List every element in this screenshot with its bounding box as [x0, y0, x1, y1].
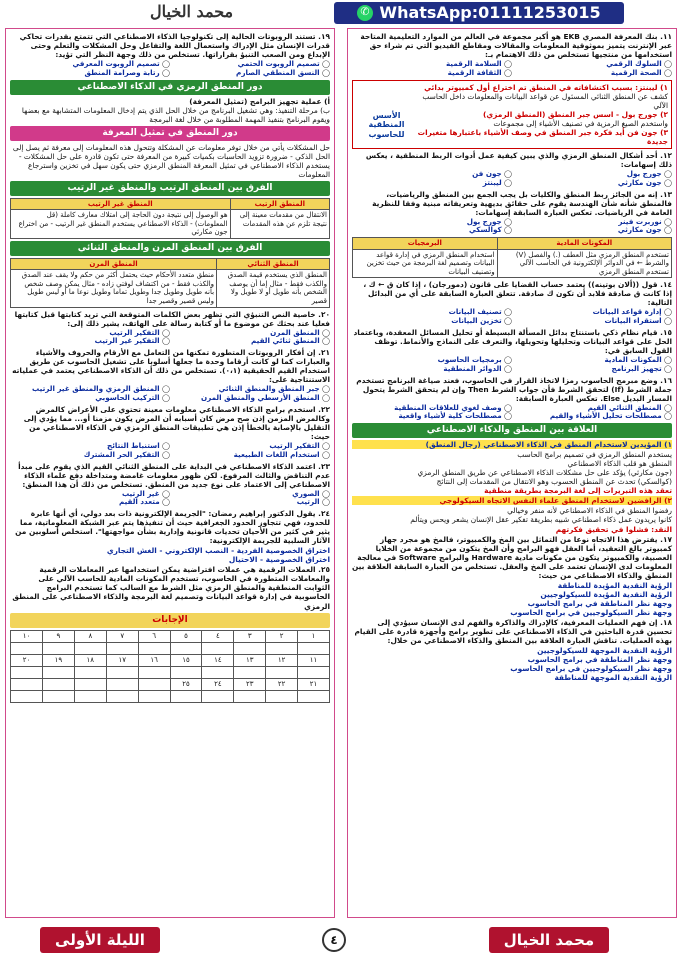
answer-cell[interactable]	[138, 642, 170, 654]
answer-cell[interactable]	[298, 642, 330, 654]
question-25: ٢٥. العملات الرقمية هي عملات افتراضية يمكن استخدامها عبر المعاملات الرقمية والمعاملات المتطورة في الحاسوب، تستخدم المكونات المادية للحاسب الآلي على الثوابت المنطقية والمنطق الرمزي مثل الشرط مع السالب كما تستخدم البرامج الحاسوبية في إدارة قواعد البيانات وتصميم لغة البرمجة والذكاء الاصطناعي على المنطق الرمزي	[12, 565, 330, 611]
side-label: الأسس المنطقية للحاسوب	[368, 110, 405, 140]
box-line: ٣) جون فن أيد فكرة جبر المنطق في وصف الأشياء باعتبارها متغيرات جديدة	[417, 127, 668, 146]
options-16	[352, 404, 672, 422]
answer-cell[interactable]	[11, 642, 43, 654]
option[interactable]: ◯ المنطق الثنائي القيم	[512, 404, 672, 413]
table-cell: استخدام المنطق الرمزي في إدارة قواعد البيانات وتصميم لغة البرمجة من حيث تخزين وتصنيف البيانات	[353, 249, 498, 278]
option[interactable]: وجهة نظر المناطقة في برامج الحاسوب	[527, 598, 672, 608]
answer-cell[interactable]	[298, 690, 330, 702]
answer-cell[interactable]	[202, 690, 234, 702]
table-cell: الانتقال من مقدمات معينة إلى نتيجة تلزم عن هذه المقدمات	[230, 210, 329, 239]
section-band: الفرق بين المنطق الرتيب والمنطق غير الرتيب	[10, 181, 330, 196]
answer-cell[interactable]	[74, 642, 106, 654]
options-12	[352, 170, 672, 188]
option[interactable]: وجهة نظر السيكولوجيين في برامج الحاسوب	[510, 607, 672, 617]
symbolic-logic-role: ب) مرحلة التنفيذ: وهي تشغيل البرنامج من خلال الحل الذي يتم إدخال المعلومات المتشابهة مع بعضها ويقوم البرنامج بتنفيذ المهمة المطلوبة من خلال لغة البرمجة	[21, 105, 330, 124]
answer-number: ٦	[138, 630, 170, 642]
table-cell: منطق متعدد الأحكام حيث يحتمل أكثر من حكم ولا يقف عند الصدق والكذب فقط - من اكتشاف لوفتي زاده - مثال يمكن وصف شخص بأنه طويل وطويل جدا وطويل تماما وطويل نوعا ما أو ليس طويل وليس قصير وقصير جدا	[11, 270, 217, 307]
option[interactable]: ◯ كوالسكي	[352, 226, 512, 235]
option[interactable]: ◯ وصف لغوي للعلاقات المنطقية	[352, 404, 512, 413]
answer-cell[interactable]	[106, 642, 138, 654]
logical-foundations-box	[352, 80, 672, 149]
answer-cell[interactable]	[266, 666, 298, 678]
right-column	[347, 28, 677, 918]
option[interactable]: ◯ استقراء البيانات	[512, 317, 672, 326]
option[interactable]: ◯ الدوائر المنطقية	[352, 365, 512, 374]
option[interactable]: ◯ جون مكارثي	[512, 226, 672, 235]
options-24	[10, 546, 330, 564]
answer-number: ١	[298, 630, 330, 642]
answer-cell[interactable]	[42, 666, 74, 678]
options-13	[352, 218, 672, 236]
answer-number: ١٠	[11, 630, 43, 642]
option[interactable]: وجهة نظر السيكولوجيين في برامج الحاسوب	[510, 663, 672, 673]
answer-cell[interactable]	[42, 642, 74, 654]
answer-number: ٩	[42, 630, 74, 642]
options-14	[352, 308, 672, 326]
answer-number: ١١	[298, 654, 330, 666]
options-11	[352, 60, 672, 78]
answer-number: ٨	[74, 630, 106, 642]
section-band: الفرق بين المنطق المرن والمنطق الثنائي	[10, 241, 330, 256]
answer-number: ١٩	[42, 654, 74, 666]
question-20: ٢٠. خاصية النص التنبؤي التي تظهر بعض الكلمات المتوقعة التي تريد كتابتها قبل كتابتها فعليا عند بحثك عن موضوع ما أو كتابة رسالة على الهاتف، يشير ذلك إلى:	[14, 309, 330, 328]
option[interactable]: ◯ النسق المنطقي الصارم	[170, 69, 330, 78]
answer-cell[interactable]	[170, 690, 202, 702]
page-number: ٤	[322, 928, 346, 952]
table-header: المكونات المادية	[497, 238, 671, 250]
option[interactable]: ◯ المنطق الأرسطي والمنطق المرن	[170, 394, 330, 403]
relation-line: المنطق هو قلب الذكاء الاصطناعي	[567, 459, 672, 469]
question-17: ١٧. يفترض هذا الاتجاه نوعا من التماثل بين المخ والكمبيوتر، فالمخ هو مجرد جهاز كمبيوتر بالغ التعقيد، أما العقل فهو البرامج وأن المخ يتكون من مجموعة من الخلايا العصبية، والكمبيوتر يتكون من مكونات مادية Hardware والبرامج Software في معالجة المعلومات لدى الإنسان تعتمد على المخ والعقل. تستخلص من العبارة السابقة العلاقة بين المنطق والذكاء الاصطناعي من حيث:	[352, 534, 672, 580]
answer-number: ٣	[234, 630, 266, 642]
question-15: ١٥. قيام نظام ذكي باستنتاج بدائل المسألة البسيطة أو تحليل المسائل المعقدة، وباعتماد الحل على قواعد البيانات وتحليلها وتحويلها، والتعرف على النماذج والأنماط. توظف القول السابق في:	[353, 327, 672, 355]
hardware-software-table	[352, 237, 672, 278]
options-18	[352, 646, 672, 682]
whatsapp-icon	[357, 5, 373, 21]
page-footer	[0, 924, 679, 956]
option[interactable]: ◯ المنطق ثنائي القيم	[170, 337, 330, 346]
question-22: ٢٢. استخدم برامج الذكاء الاصطناعي معلومات معينة تحتوي على الأعراض كالمرض وكالمرض المزمن إذن صح مرض كان أسبابه أن المرض يكون مزمنا أو... مما يؤدي إلى التقليل بالإصابة بالخطأ إذن هي تطبيقات المنطق الرمزي في الذكاء الاصطناعي من حيث:	[23, 404, 330, 441]
answer-cell[interactable]	[106, 666, 138, 678]
option[interactable]: ◯ نوربرت فينر	[512, 218, 672, 227]
answer-number: ١٤	[202, 654, 234, 666]
answer-number: ٢	[266, 630, 298, 642]
option[interactable]: ◯ التركيب الحاسوبي	[10, 394, 170, 403]
answer-number	[11, 678, 43, 690]
relation-line: (كوالسكي) تحدث عن المنطق الحسوب وهو الانتقال من المقدمات إلى النتائج	[436, 477, 672, 487]
monotonic-table	[10, 198, 330, 239]
options-21	[10, 385, 330, 403]
answer-cell[interactable]	[234, 642, 266, 654]
answer-number: ١٦	[138, 654, 170, 666]
box-line: ٢) جورج بول - اسس جبر المنطق (المنطق الرمزي)	[483, 109, 668, 119]
question-18: ١٨. إن فهم العمليات المعرفية، كالإدراك والذاكرة والفهم لدى الإنسان سيؤدي إلى تحسين قدرة الباحثين في الذكاء الاصطناعي على تطوير برامج وأجهزة قادرة على القيام بهذه العمليات. تناقش العبارة العلاقة بين المنطق والذكاء الاصطناعي من خلال:	[354, 617, 672, 645]
table-cell: المنطق الذي يستخدم قيمة الصدق والكذب فقط - مثال إما أن يوصف الشخص بأنه طويل أو لا طويل ولا قصير	[217, 270, 330, 307]
section-band: دور المنطق في تمثيل المعرفة	[10, 126, 330, 141]
answer-cell[interactable]	[234, 666, 266, 678]
answer-number: ١٣	[234, 654, 266, 666]
section-band: دور المنطق الرمزي في الذكاء الاصطناعي	[10, 80, 330, 95]
box-line: ١) ليبنتز: بسبب اكتشافاته في المنطق تم اختراع أول كمبيوتر بدائي	[424, 82, 668, 92]
answer-cell[interactable]	[74, 690, 106, 702]
question-12: ١٢. أحد أشكال المنطق الرمزي والذي يبين كيفية عمل أدوات الربط المنطقية ، يعكس ذلك إسهامات:	[365, 150, 672, 169]
option[interactable]: ◯ مصطلحات كلية لأشياء واقعية	[352, 412, 512, 421]
answer-cell[interactable]	[106, 690, 138, 702]
answer-number	[138, 678, 170, 690]
option[interactable]: ◯ التفكير غير الرتيب	[10, 337, 170, 346]
option[interactable]: ◯ جورج بول	[512, 170, 672, 179]
table-header: المنطق غير الرتيب	[11, 198, 231, 210]
option[interactable]: ◯ التفكير الحر المشترك	[10, 451, 170, 460]
option[interactable]: ◯ متعدد القيم	[10, 498, 170, 507]
option[interactable]: ◯ برمجيات الحاسوب	[352, 356, 512, 365]
table-header: المنطق الثنائي	[217, 258, 330, 270]
question-13: ١٣. إنه من الجائز ربط المنطق والكليات بل يجب الجمع بين المنطق والرياضيات، فالمنطق شأنه شأن الهندسة يقوم على حقائق بديهية وتعريفاته مبنية وفقا للنظرية العامة في الرياضيات. تعكس العبارة السابقة إسهامات:	[372, 189, 672, 217]
answer-number	[74, 678, 106, 690]
answer-number: ٢٥	[170, 678, 202, 690]
answer-number: ١٥	[170, 654, 202, 666]
question-23: ٢٣. اعتمد الذكاء الاصطناعي في البداية على المنطق الثنائي القيم الذي يقوم على مبدأ عدم التناقض والثالث المرفوع. لكن ظهور معلومات غامضة ومتداخلة دفع علماء الذكاء الاصطناعي إلى الاعتماد على نوع جديد من المنطق. تستخلص من ذلك أن هذا المنطق:	[18, 461, 330, 489]
option[interactable]: ◯ المكونات المادية	[512, 356, 672, 365]
answer-number: ٢٤	[202, 678, 234, 690]
option[interactable]: ◯ تخزين البيانات	[352, 317, 512, 326]
option[interactable]: ◯ مصطلحات تحليل الأشياء والقيم	[512, 412, 672, 421]
options-15	[352, 356, 672, 374]
options-23	[10, 490, 330, 508]
footer-author: محمد الخيال	[489, 927, 609, 953]
fuzzy-table	[10, 258, 330, 308]
answer-cell[interactable]	[170, 642, 202, 654]
answer-cell[interactable]	[266, 690, 298, 702]
options-22	[10, 442, 330, 460]
table-header: المنطق المرن	[11, 258, 217, 270]
answer-number: ٤	[202, 630, 234, 642]
answer-cell[interactable]	[138, 690, 170, 702]
option[interactable]: ◯ تصنيف البيانات	[352, 308, 512, 317]
answer-number: ١٧	[106, 654, 138, 666]
answer-number: ٧	[106, 630, 138, 642]
options-17	[352, 581, 672, 617]
answer-number: ٢٣	[234, 678, 266, 690]
option[interactable]: ◯ التفكير الرتيب	[10, 329, 170, 338]
option[interactable]: اختراق الخصوصية الفردية - النصب الإلكتروني - الغش التجاري	[106, 546, 330, 556]
answer-number: ١٢	[266, 654, 298, 666]
relation-line: النقد: فشلوا في تحقيق فكرتهم	[555, 524, 672, 534]
option[interactable]: ◯ جبر المنطق والمنطق الثنائي	[170, 385, 330, 394]
option[interactable]: ◯ جورج بول	[352, 218, 512, 227]
relation-line: رفضوا المنطق في الذكاء الاصطناعي لأنه منفر وخيالي	[507, 506, 672, 516]
option[interactable]: الرؤية النقدية الموجهة للمناطقة	[554, 673, 672, 682]
option[interactable]: ◯ المنطق المرن	[170, 329, 330, 338]
knowledge-representation: حل المشكلات يأتي من خلال توفر معلومات عن المشكلة وتتحول هذه المعلومات إلى معرفة ثم يصل إلى الحل الذكي - ضرورة تزويد الحاسبات بكميات كبيرة من المعرفة حتى تكون قادرة على حل المشكلات - يستخدم الذكاء الاصطناعي في تمثيل المعرفة المنطق الرمزي حتى يكون سهل في تخزين واسترجاع المعلومات	[12, 142, 330, 179]
table-cell: هو الوصول إلى نتيجة دون الحاجة إلى امتلاك معارف كاملة (قل المعلومات) - الذكاء الاصطناعي يستخدم المنطق غير الرتيب - من اختراع جون مكارثي	[11, 210, 231, 239]
question-14: ١٤. قول ((ألان بوتينه)) يعتمد حساب القضايا على قانون (دمورجان) ، إذا كان ق ← ك ، إذا كانت ق صادقة فلابد أن تكون ك صادقة. تتعلق العبارة السابقة على أي من البدائل التالية:	[363, 280, 672, 308]
relation-line: ١) المؤيدين لاستخدام المنطق في الذكاء الاصطناعي (رجال المنطق)	[352, 440, 672, 449]
logic-ai-relation	[352, 440, 672, 533]
answer-number: ٢٢	[266, 678, 298, 690]
footer-night: الليلة الأولى	[40, 927, 160, 953]
answer-cell[interactable]	[234, 690, 266, 702]
option[interactable]: الرؤية النقدية المؤيدة للمناطقة	[557, 580, 672, 590]
option[interactable]: ◯ جون فن	[352, 170, 512, 179]
answer-cell[interactable]	[11, 690, 43, 702]
options-20	[10, 329, 330, 347]
option[interactable]: ◯ الرتيب	[170, 498, 330, 507]
answer-number	[42, 678, 74, 690]
relation-line: يستخدم المنطق الرمزي في تصميم برامج الحاسب	[517, 450, 672, 460]
option[interactable]: ◯ جون مكارثي	[512, 179, 672, 188]
answer-number	[106, 678, 138, 690]
answer-cell[interactable]	[11, 666, 43, 678]
answer-number: ٥	[170, 630, 202, 642]
answer-cell[interactable]	[170, 666, 202, 678]
option[interactable]: ◯ التفكير الرتيب	[170, 442, 330, 451]
answer-cell[interactable]	[202, 666, 234, 678]
option[interactable]: ◯ المنطق الرمزي والمنطق غير الرتيب	[10, 385, 170, 394]
option[interactable]: ◯ تجهيز البرنامج	[512, 365, 672, 374]
answer-cell[interactable]	[74, 666, 106, 678]
answer-number: ١٨	[74, 654, 106, 666]
answer-cell[interactable]	[266, 642, 298, 654]
option[interactable]: الرؤية النقدية المؤيدة للسيكولوجيين	[540, 589, 672, 599]
question-16: ١٦. وضع مبرمج الحاسوب رمزا لاتخاذ القرار في الحاسوب، فعند صياغة البرنامج تستخدم جملة الشرط (If) لتحقق الشرط فأن جواب الشرط Then وإن لم يتحقق الشرط يتحول المسار البديل Else. تعكس العبارة السابقة:	[356, 375, 672, 403]
question-24: ٢٤. يقول الدكتور إبراهيم رمضان: "الجريمة الإلكترونية ذات بعد دولي، أي أنها عابرة للحدود، فهي تتجاوز الحدود الجغرافية حيث أن تنفيذها يتم عبر الشبكة المعلوماتية، مما يثير في كثير من الأحيان تحديات قانونية وإدارية بشأن مواجهتها". استخلص أسلوبين من الآثار السلبية للجريمة الإلكترونية:	[15, 509, 330, 546]
symbolic-logic-role: أ) عملية تجهيز البرامج (تمثيل المعرفة)	[189, 96, 330, 106]
option[interactable]: ◯ الصوري	[170, 490, 330, 499]
answer-number: ٢٠	[11, 654, 43, 666]
question-21: ٢١. إن أفكار الروبوتات المتطورة تمكنها من التعامل مع الأرقام والحروف والأشياء والعبارات كما لو كانت أرقاما وحدة ما جعلها أسلوبا على تشغيل الحاسوب عن طريق استخدام القيم الحقيقية (٠،١). تستخلص من ذلك أن الذكاء الاصطناعي يعتمد في عملياته الاستنتاجية على:	[12, 348, 330, 385]
question-11: ١١. بنك المعرفة المصري EKB هو أكبر مجموعة في العالم من الموارد التعليمية المتاحة عبر الإنترنت يتميز بموثوقية المعلومات والمقالات ومقاطع الفيديو التي تم شراء حق استخدامها من منتجيها تستخلص من ذلك الاهتمام بـ:	[360, 32, 672, 60]
whatsapp-banner: ✆ WhatsApp:01111253015	[334, 2, 624, 24]
option[interactable]: ◯ إدارة قواعد البيانات	[512, 308, 672, 317]
answer-number: ٢١	[298, 678, 330, 690]
option[interactable]: ◯ السلوك الرقمي	[512, 60, 672, 69]
answers-title: الإجابات	[10, 613, 330, 628]
relation-line: كانوا يريدون عمل ذكاء اصطناعي شبيه بطريقة تفكير عقل الإنسان يشعر ويحس ويتألم	[410, 515, 672, 525]
option[interactable]: ◯ غير الرتيب	[10, 490, 170, 499]
question-19: ١٩. تستند الروبوتات الحالية إلى تكنولوجيا الذكاء الاصطناعي التي تتمتع بقدرات تحاكي قدرات الإنسان مثل الإدراك واستعمال اللغة والتفاعل وحل المشكلات والتعلم وحتى الإبداع ومن الصعب التنبؤ بقراراتها. تستخلص من ذلك وجهة النظر التي تؤيد:	[19, 32, 330, 60]
option[interactable]: وجهة نظر المناطقة في برامج الحاسوب	[527, 654, 672, 664]
option[interactable]: ◯ ليبنتز	[352, 179, 512, 188]
option[interactable]: ◯ تصميم الروبوت المعرفي	[10, 60, 170, 69]
option[interactable]: ◯ الصحة الرقمية	[512, 69, 672, 78]
option[interactable]: ◯ استخدام اللغات الطبيعية	[170, 451, 330, 460]
author-name-top: محمد الخيال	[150, 2, 234, 21]
relation-line: تعقد هذه التبريرات إلى لغة البرمجة بطريقة منطقية	[484, 486, 672, 496]
answer-cell[interactable]	[138, 666, 170, 678]
option[interactable]: الرؤية النقدية الموجهة للسيكولوجيين	[537, 645, 672, 655]
option[interactable]: اختراق الخصوصية - الاحتيال	[228, 555, 330, 565]
option[interactable]: ◯ الثقافة الرقمية	[352, 69, 512, 78]
option[interactable]: ◯ استنباط النتائج	[10, 442, 170, 451]
section-band: العلاقة بين المنطق والذكاء الاصطناعي	[352, 423, 672, 438]
page-header	[0, 0, 679, 28]
relation-line: ٢) الرافضين لاستخدام المنطق علماء النفس الاتجاه السيكولوجي	[352, 496, 672, 505]
box-line: كشف عن المنطق الثنائي المسئول عن قواعد البيانات والمعلومات داخل الحاسب الآلي	[422, 91, 668, 110]
box-line: واستخدم الصيغ الرمزية في تصنيف الأشياء إلى مجموعات	[493, 118, 668, 128]
relation-line: (جون مكارثي) يؤكد على حل مشكلات الذكاء الاصطناعي عن طريق المنطق الرمزي	[417, 468, 672, 478]
table-header: البرمجيات	[353, 238, 498, 250]
options-19	[10, 60, 330, 78]
option[interactable]: ◯ تصميم الروبوت الحتمي	[170, 60, 330, 69]
answer-cell[interactable]	[298, 666, 330, 678]
table-cell: تستخدم المنطق الرمزي مثل العطف (.) والفصل (V) والشرط ← في الدوائر الإلكترونية في الحاسب الآلي تستخدم المنطق الرمزي	[497, 249, 671, 278]
left-column	[5, 28, 335, 918]
answers-grid	[10, 630, 330, 703]
table-header: المنطق الرتيب	[230, 198, 329, 210]
option[interactable]: ◯ رتابة وصرامة المنطق	[10, 69, 170, 78]
answer-cell[interactable]	[202, 642, 234, 654]
answer-cell[interactable]	[42, 690, 74, 702]
option[interactable]: ◯ السلامة الرقمية	[352, 60, 512, 69]
